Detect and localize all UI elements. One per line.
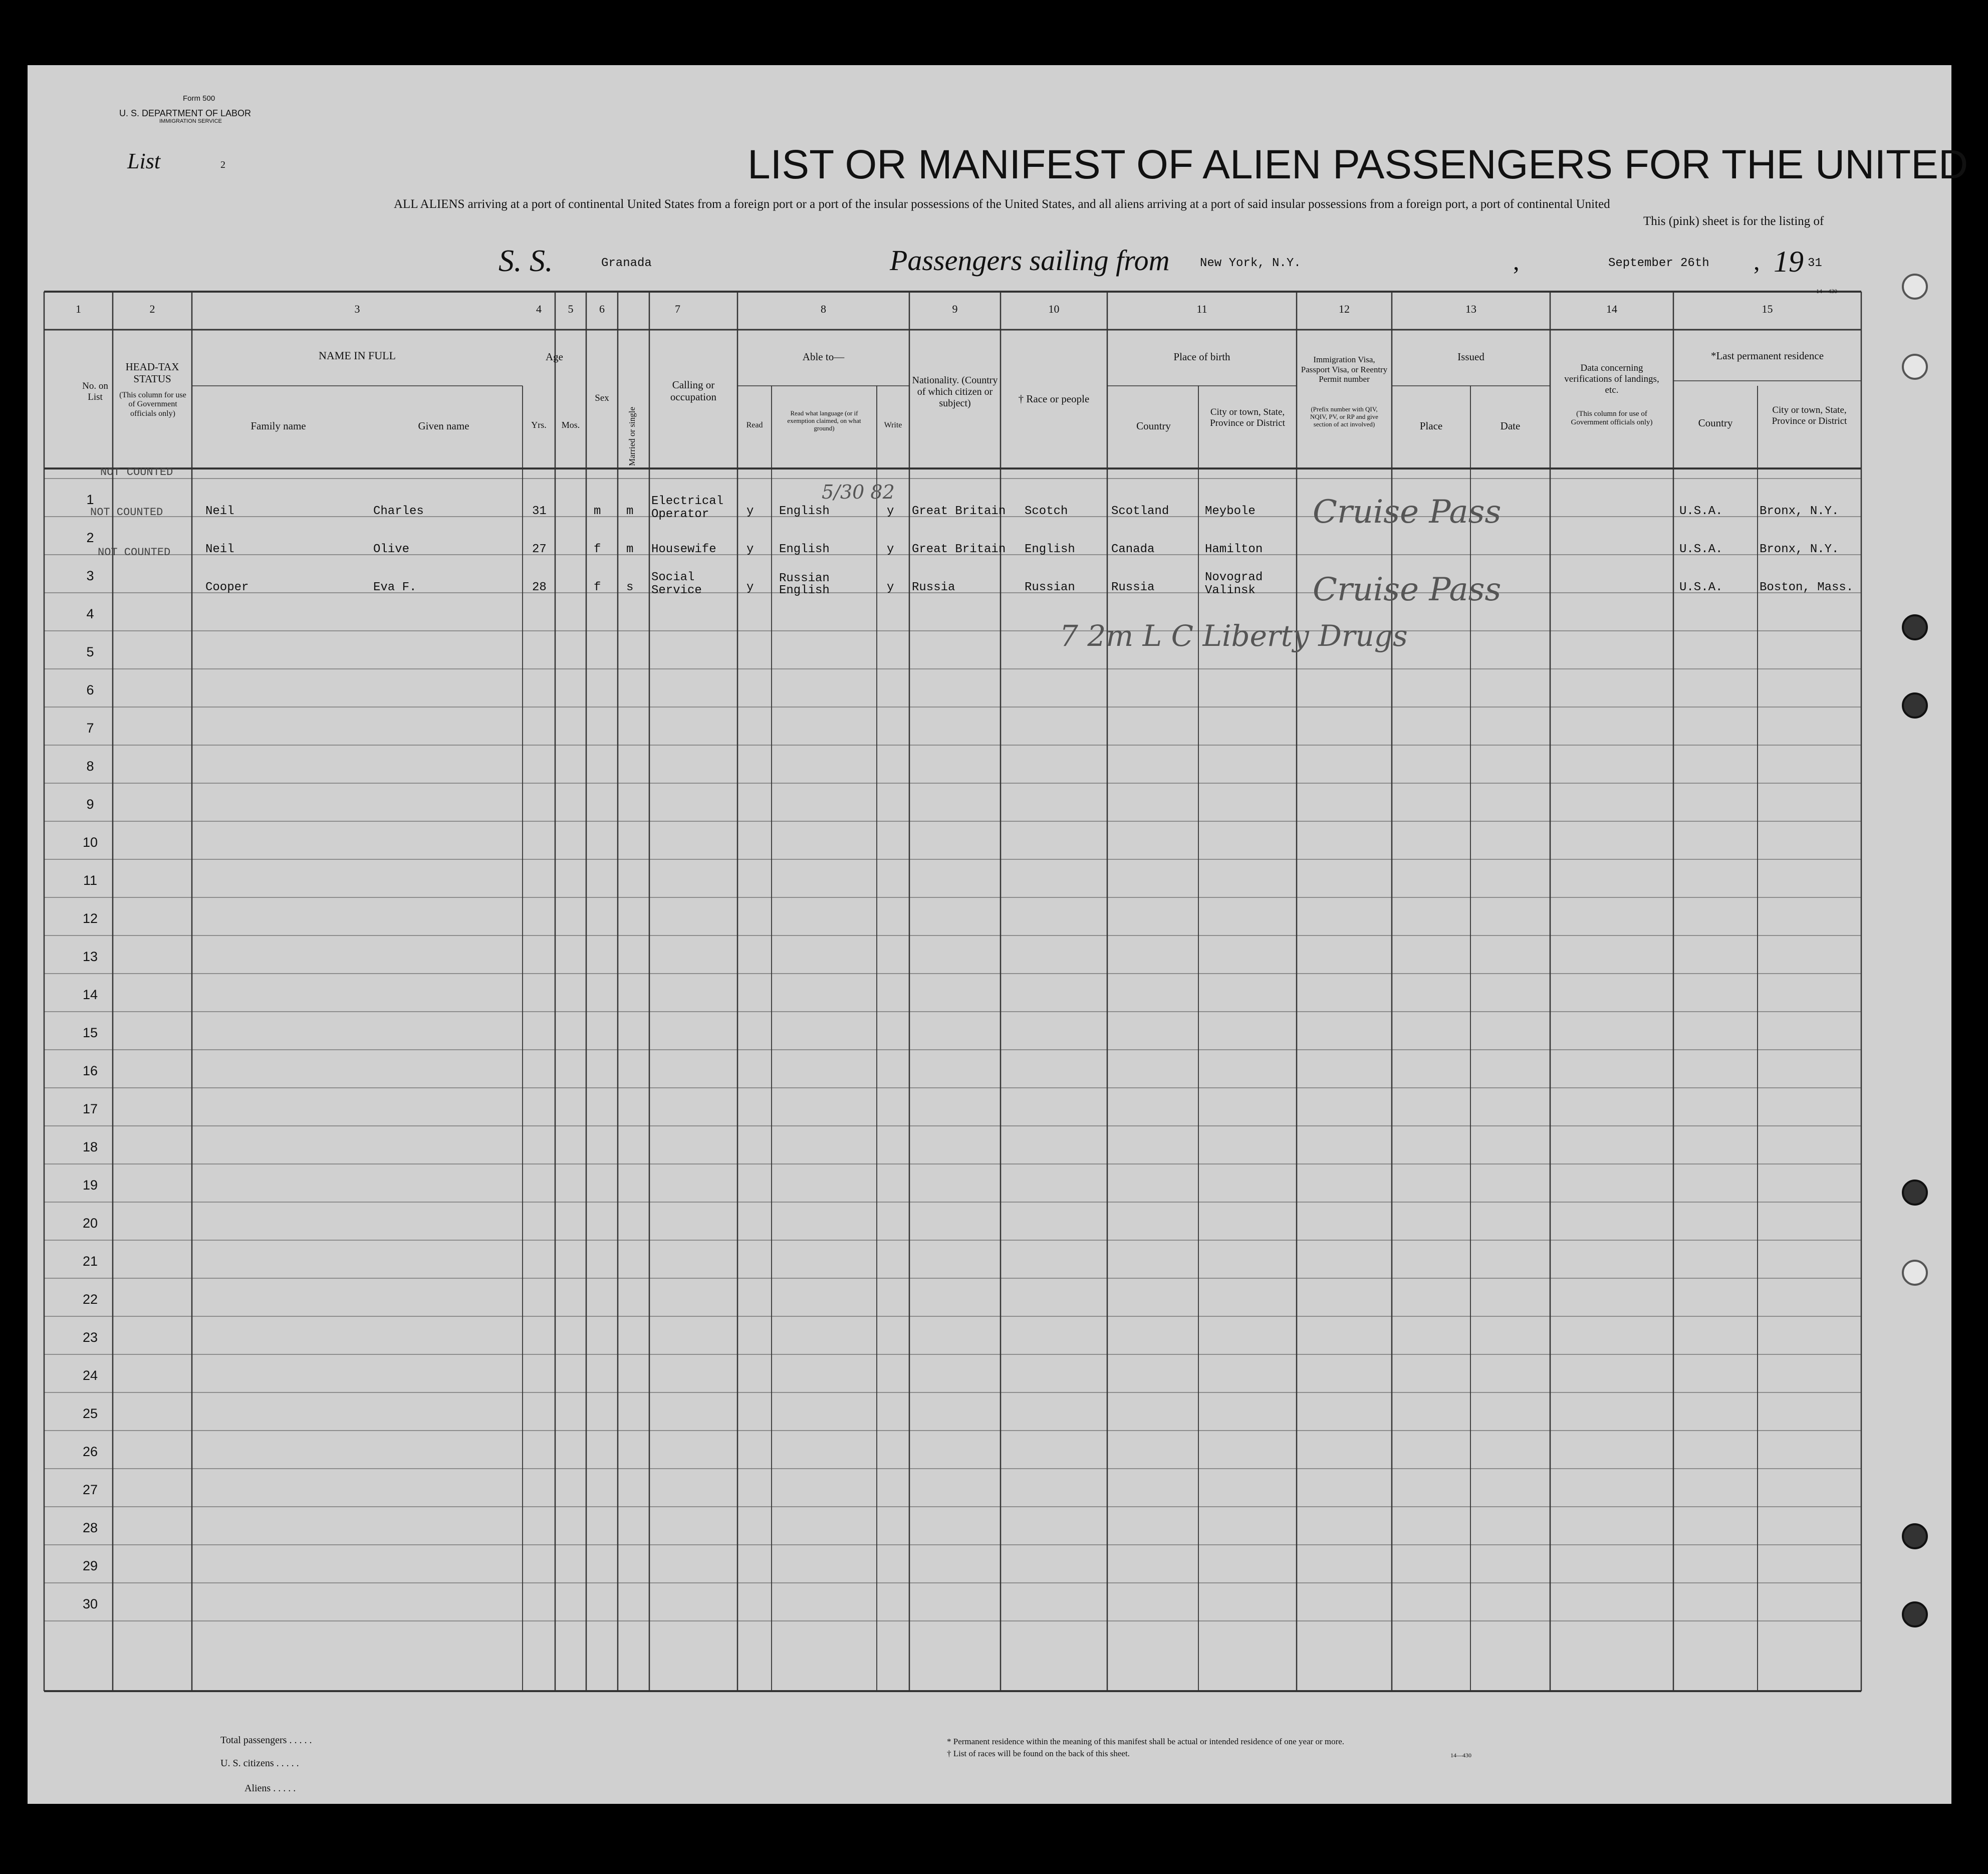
header-issued: Issued [1457,351,1484,363]
language-line2: English [779,505,830,518]
age-years: 31 [532,505,547,518]
residence-country: U.S.A. [1679,581,1723,594]
column-number-6: 6 [599,303,605,315]
binder-hole [1902,1180,1928,1206]
row-number: 25 [82,1406,98,1421]
page-subtitle: ALL ALIENS arriving at a port of continental United States from a foreign port or a port of the insular possessions of the United States, and all aliens arriving at a port of said insular possessions from a foreign port, a port of continental United [394,197,1610,211]
status-stamp: NOT COUNTED [100,466,173,479]
residence-country: U.S.A. [1679,505,1723,518]
column-number-12: 12 [1339,303,1350,315]
residence-country: U.S.A. [1679,543,1723,556]
row-number: 23 [82,1330,98,1345]
birth-country: Scotland [1111,505,1169,518]
row-number: 26 [82,1444,98,1459]
header-mos: Mos. [561,420,580,430]
handwritten-cruise-pass-3: Cruise Pass [1313,571,1502,608]
given-name: Eva F. [373,581,417,594]
service-name: IMMIGRATION SERVICE [159,118,222,124]
header-city: City or town, State, Province or District [1210,407,1285,428]
header-residence-country: Country [1698,417,1733,429]
handwritten-cruise-pass-1: Cruise Pass [1313,494,1502,531]
row-number: 21 [82,1254,98,1269]
ship-name: Granada [601,257,652,270]
footnote-code: 14—430 [1450,1752,1471,1759]
birth-city-line1: Novograd [1205,571,1263,584]
race: Russian [1025,581,1075,594]
column-number-2: 2 [149,303,155,315]
can-read: y [747,543,754,556]
header-last-residence: *Last permanent residence [1710,350,1824,362]
row-number: 28 [82,1520,98,1535]
row-number: 8 [86,759,94,774]
marital-status: m [626,543,634,556]
status-stamp: NOT COUNTED [98,546,171,559]
family-name: Neil [205,505,234,518]
column-number-9: 9 [952,303,958,315]
sex: f [594,581,601,594]
row-number: 7 [86,721,94,736]
header-data-note: (This column for use of Government officials only) [1571,410,1653,427]
nationality: Great Britain [912,505,1006,518]
birth-city-line2: Valinsk [1205,584,1256,597]
birth-city-line2: Meybole [1205,505,1256,518]
row-number: 30 [82,1596,98,1611]
row-number: 16 [82,1063,98,1078]
form-code: 14—430 [1816,288,1837,295]
binder-hole [1902,1523,1928,1549]
occupation-line2: Housewife [651,543,716,556]
header-head-tax-note: (This column for use of Government officials only) [119,391,186,418]
age-years: 27 [532,543,547,556]
row-number: 4 [86,606,94,621]
header-sex: Sex [595,393,609,403]
row-number: 2 [86,530,94,545]
sailing-label: Passengers sailing from [890,244,1170,277]
row-number: 18 [82,1139,98,1154]
birth-country: Russia [1111,581,1155,594]
row-number: 22 [82,1292,98,1307]
year-prefix: 19 [1774,245,1804,278]
header-given-name: Given name [418,420,469,432]
binder-hole [1902,1601,1928,1627]
residence-city: Boston, Mass. [1760,581,1854,594]
can-read: y [747,581,754,594]
row-number: 29 [82,1558,98,1573]
comma: , [1513,247,1520,275]
handwritten-code: 5/30 82 [822,481,895,503]
footnote-residence: * Permanent residence within the meaning of this manifest shall be actual or intended residence of one year or more. [947,1737,1345,1746]
language-line1: Russian [779,572,830,585]
row-number: 1 [86,492,94,507]
age-years: 28 [532,581,547,594]
footnote-races: † List of races will be found on the back of this sheet. [947,1749,1130,1758]
column-number-14: 14 [1606,303,1617,315]
birth-city-line2: Hamilton [1205,543,1263,556]
occupation-line1: Social [651,571,695,584]
ss-label: S. S. [499,244,553,278]
header-data-landings: Data concerning verifications of landings, etc. [1564,363,1659,395]
row-number: 27 [82,1482,98,1497]
column-number-1: 1 [76,303,81,315]
residence-city: Bronx, N.Y. [1760,543,1839,556]
header-visa-note: (Prefix number with QIV, NQIV, PV, or RP and give section of act involved) [1310,405,1378,428]
family-name: Neil [205,543,234,556]
nationality: Russia [912,581,955,594]
header-name-in-full: NAME IN FULL [319,349,396,362]
row-number: 9 [86,797,94,812]
row-number: 12 [82,911,98,926]
row-number: 6 [86,682,94,697]
occupation-line1: Electrical [651,495,724,508]
column-number-5: 5 [568,303,574,315]
column-number-8: 8 [821,303,826,315]
header-nationality: Nationality. (Country of which citizen or subject) [912,375,998,409]
aliens-label: Aliens . . . . . [244,1783,296,1794]
header-residence-city: City or town, State, Province or District [1772,405,1847,426]
row-number: 5 [86,644,94,659]
header-visa: Immigration Visa, Passport Visa, or Reentry Permit number [1301,355,1388,384]
row-number: 13 [82,949,98,964]
language-line2: English [779,543,830,556]
column-number-13: 13 [1465,303,1476,315]
header-write: Write [884,421,902,429]
header-read: Read [746,421,763,429]
year-suffix: 31 [1808,257,1822,270]
header-read-what-language: Read what language (or if exemption claimed, on what ground) [787,409,861,432]
language-line2: English [779,584,830,597]
header-country: Country [1136,420,1171,432]
header-family-name: Family name [251,420,306,432]
header-no-on-list: No. on List [82,381,108,402]
race: English [1025,543,1075,556]
column-number-11: 11 [1196,303,1207,315]
sex: f [594,543,601,556]
birth-country: Canada [1111,543,1155,556]
header-calling: Calling or occupation [670,379,717,403]
us-citizens-label: U. S. citizens . . . . . [220,1758,299,1769]
header-age: Age [546,351,563,363]
row-number: 15 [82,1025,98,1040]
binder-hole [1902,614,1928,640]
row-number: 14 [82,987,98,1002]
row-number: 11 [83,873,98,888]
row-number: 17 [82,1101,98,1116]
departure-port: New York, N.Y. [1200,257,1301,270]
header-race: † Race or people [1018,393,1090,405]
department-name: U. S. DEPARTMENT OF LABOR [119,108,252,118]
row-number: 20 [82,1216,98,1231]
handwritten-note: 7 2m L C Liberty Drugs [1060,619,1408,653]
sailing-date: September 26th [1608,257,1709,270]
family-name: Cooper [205,581,249,594]
binder-hole [1902,692,1928,719]
header-head-tax: HEAD-TAX STATUS [125,361,179,385]
page-title: LIST OR MANIFEST OF ALIEN PASSENGERS FOR THE UNITED [748,142,1968,187]
can-read: y [747,505,754,518]
binder-hole [1902,354,1928,380]
can-write: y [887,543,894,556]
column-number-3: 3 [354,303,360,315]
status-stamp: NOT COUNTED [90,506,163,519]
total-passengers-label: Total passengers . . . . . [220,1735,312,1746]
header-yrs: Yrs. [531,420,547,430]
given-name: Olive [373,543,410,556]
row-number: 19 [82,1178,98,1193]
race: Scotch [1025,505,1068,518]
marital-status: m [626,505,634,518]
occupation-line2: Operator [651,508,709,521]
header-married-or-single: Married or single [627,406,637,466]
sex: m [594,505,601,518]
occupation-line2: Service [651,584,702,597]
header-able-to: Able to— [802,351,845,363]
residence-city: Bronx, N.Y. [1760,505,1839,518]
can-write: y [887,505,894,518]
header-date: Date [1500,420,1521,432]
given-name: Charles [373,505,424,518]
header-place: Place [1419,420,1443,432]
column-number-10: 10 [1048,303,1060,315]
form-number: Form 500 [183,94,215,103]
can-write: y [887,581,894,594]
header-place-of-birth: Place of birth [1173,351,1230,363]
list-label: List [127,149,161,173]
list-number: 2 [220,159,225,170]
column-number-15: 15 [1762,303,1773,315]
column-number-7: 7 [675,303,680,315]
row-number: 10 [82,835,98,850]
binder-hole [1902,1260,1928,1286]
column-number-4: 4 [536,303,542,315]
page-subtitle-2: This (pink) sheet is for the listing of [1643,214,1824,228]
row-number: 24 [82,1368,98,1383]
row-number: 3 [86,568,94,583]
binder-hole [1902,274,1928,300]
marital-status: s [626,581,634,594]
nationality: Great Britain [912,543,1006,556]
comma-2: , [1754,247,1760,275]
